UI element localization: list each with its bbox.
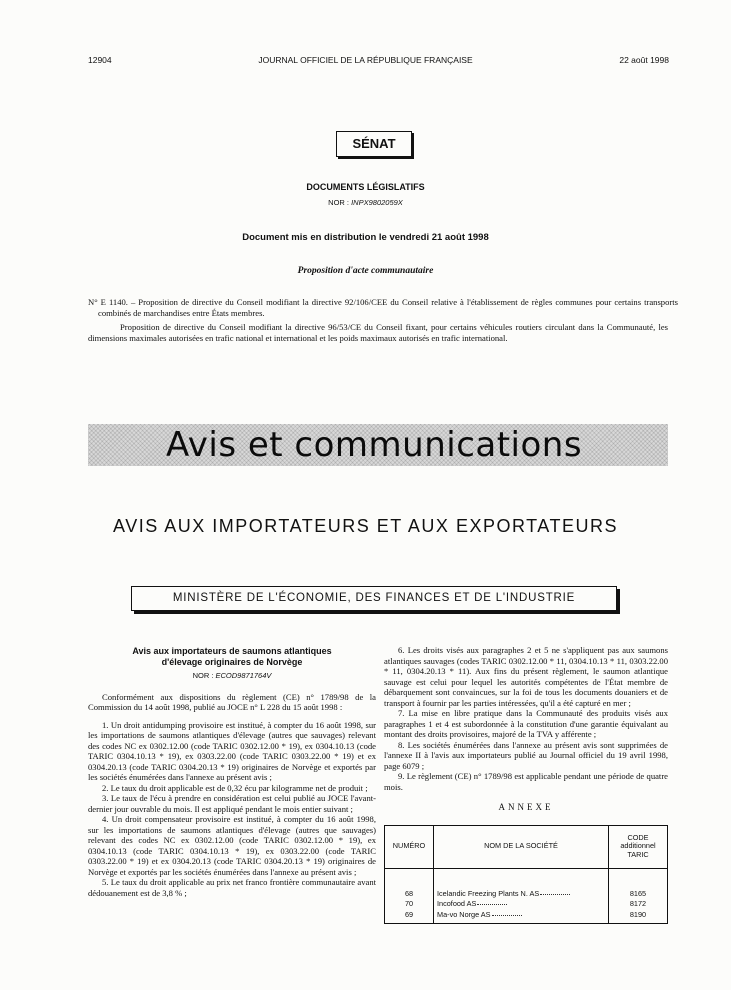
header-number: NUMÉRO	[385, 825, 434, 868]
journal-title: JOURNAL OFFICIEL DE LA RÉPUBLIQUE FRANÇAISE	[258, 55, 473, 65]
row-company-name: Icelandic Freezing Plants N. AS	[437, 888, 540, 898]
page-number: 12904	[88, 55, 112, 65]
article-title-line1: Avis aux importateurs de saumons atlantiques	[132, 646, 332, 656]
header-company: NOM DE LA SOCIÉTÉ	[434, 825, 609, 868]
annexe-table	[384, 825, 668, 925]
article-paragraph-9: 9. Le règlement (CE) n° 1789/98 est applicable pendant une période de quatre mois.	[384, 771, 668, 792]
section-title: AVIS AUX IMPORTATEURS ET AUX EXPORTATEURS	[113, 516, 618, 536]
row-number: 69	[385, 910, 434, 924]
article-paragraph-7: 7. La mise en libre pratique dans la Communauté des produits visés aux paragraphes 1 et 4 est subordonnée à la constitution d'une garantie équivalant au montant des droits provisoires, majoré de la TVA y afférente ;	[384, 708, 668, 739]
row-code: 8172	[609, 899, 668, 910]
row-company-name: Incofood AS	[437, 899, 477, 908]
row-code: 8190	[609, 910, 668, 924]
nor-label: NOR :	[328, 198, 352, 207]
article-intro: Conformément aux dispositions du règlement (CE) n° 1789/98 de la Commission du 14 août 1998, publié au JOCE n° L 228 du 15 août 1998 :	[88, 691, 376, 712]
article-nor-code: ECOD9871764V	[215, 671, 272, 680]
proposal-item-2: Proposition de directive du Conseil modifiant la directive 96/53/CE du Conseil fixant, pour certains véhicules routiers circulant dans la Communauté, les dimensions maximales autorisées en trafic national et international et les poids maximaux autorisés en trafic international.	[88, 322, 668, 343]
table-row	[385, 910, 668, 924]
article-paragraph-3: 3. Le taux de l'écu à prendre en considération est celui publié au JOCE l'avant-dernier jour ouvrable du mois. Il est appliqué pendant le mois entier suivant ;	[88, 793, 376, 814]
article-paragraph-8: 8. Les sociétés énumérées dans l'annexe au présent avis sont supprimées de l'annexe II à l'avis aux importateurs publié au Journal officiel du 19 avril 1998, page 6079 ;	[384, 739, 668, 771]
row-company	[434, 889, 609, 900]
table-spacer-row	[385, 868, 668, 889]
banner-title: Avis et communications	[166, 425, 583, 465]
article-paragraph-6: 6. Les droits visés aux paragraphes 2 et 5 ne s'appliquent pas aux saumons atlantiques sauvages (codes TARIC 0302.12.00 * 11, 0304.10.13 * 11, 0303.22.00 * 11, 0304.20.13 * 11). Aux fins du présent règlement, le saumon atlantique sauvage est celui pour lequel les autorités compétentes de l'État membre de débarquement sont convaincues, sur la foi de tous les documents douaniers et de transport à fournir par les parties intéressées, qu'il a été capturé en mer ;	[384, 645, 668, 708]
proposition-heading: Proposition d'acte communautaire	[297, 266, 434, 276]
table-row	[385, 899, 668, 910]
proposal-item-1: N° E 1140. – Proposition de directive du Conseil modifiant la directive 92/106/CEE du Conseil relative à l'établissement de règles communes pour certains transports combinés de marchandises entre États membres.	[88, 297, 678, 318]
distribution-notice: Document mis en distribution le vendredi 21 août 1998	[242, 232, 489, 243]
article-right-column	[384, 645, 668, 924]
publication-date: 22 août 1998	[619, 55, 669, 65]
row-number: 70	[385, 899, 434, 910]
nor-code: INPX9802059X	[351, 198, 403, 207]
row-company	[434, 899, 609, 910]
documents-legislatifs-heading: DOCUMENTS LÉGISLATIFS	[306, 182, 425, 192]
article-left-column	[88, 646, 376, 898]
article-title-line2: d'élevage originaires de Norvège	[161, 657, 303, 667]
article-paragraph-4: 4. Un droit compensateur provisoire est institué, à compter du 16 août 1998, sur les importations de saumons atlantiques d'élevage (autres que sauvages) relevant des codes NC ex 0302.12.00 (code TARIC 0302.12.00 * 19), ex 0304.10.13 (code TARIC 0304.10.13 * 19), ex 0303.22.00 (code TARIC 0303.22.00 * 19) et ex 0304.20.13 (code TARIC 0304.20.13 * 19) originaires de Norvège et exportés par les sociétés énumérées dans l'annexe au présent avis ;	[88, 814, 376, 877]
row-company-name: Ma-vo Norge AS	[437, 909, 491, 919]
row-company	[434, 910, 609, 924]
section-banner	[88, 424, 668, 466]
ministry-heading: MINISTÈRE DE L'ÉCONOMIE, DES FINANCES ET DE L'INDUSTRIE	[131, 586, 617, 611]
article-nor	[88, 671, 376, 682]
annexe-title: ANNEXE	[498, 802, 554, 812]
header-code: CODE additionnel TARIC	[609, 825, 668, 868]
article-nor-label: NOR :	[192, 671, 216, 680]
senat-heading: SÉNAT	[336, 131, 412, 157]
row-code: 8165	[609, 889, 668, 900]
annexe-header-row	[385, 825, 668, 868]
table-row	[385, 889, 668, 900]
article-paragraph-5: 5. Le taux du droit applicable au prix net franco frontière communautaire avant dédouanement est de 3,8 % ;	[88, 877, 376, 898]
row-number: 68	[385, 889, 434, 900]
leader-dots	[477, 904, 507, 905]
article-paragraph-2: 2. Le taux du droit applicable est de 0,32 écu par kilogramme net de produit ;	[102, 782, 368, 793]
senat-nor	[0, 198, 731, 207]
leader-dots	[540, 894, 570, 895]
article-paragraph-1: 1. Un droit antidumping provisoire est institué, à compter du 16 août 1998, sur les importations de saumons atlantiques d'élevage (autres que sauvages) relevant des codes NC ex 0302.12.00 (code TARIC 0302.12.00 * 19), ex 0304.10.13 (code TARIC 0304.10.13 * 19), ex 0303.22.00 (code TARIC 0303.22.00 * 19) et ex 0304.20.13 (code TARIC 0304.20.13 * 19) originaires de Norvège et exportés par les sociétés énumérées dans l'annexe au présent avis ;	[88, 719, 376, 782]
leader-dots	[492, 915, 522, 916]
